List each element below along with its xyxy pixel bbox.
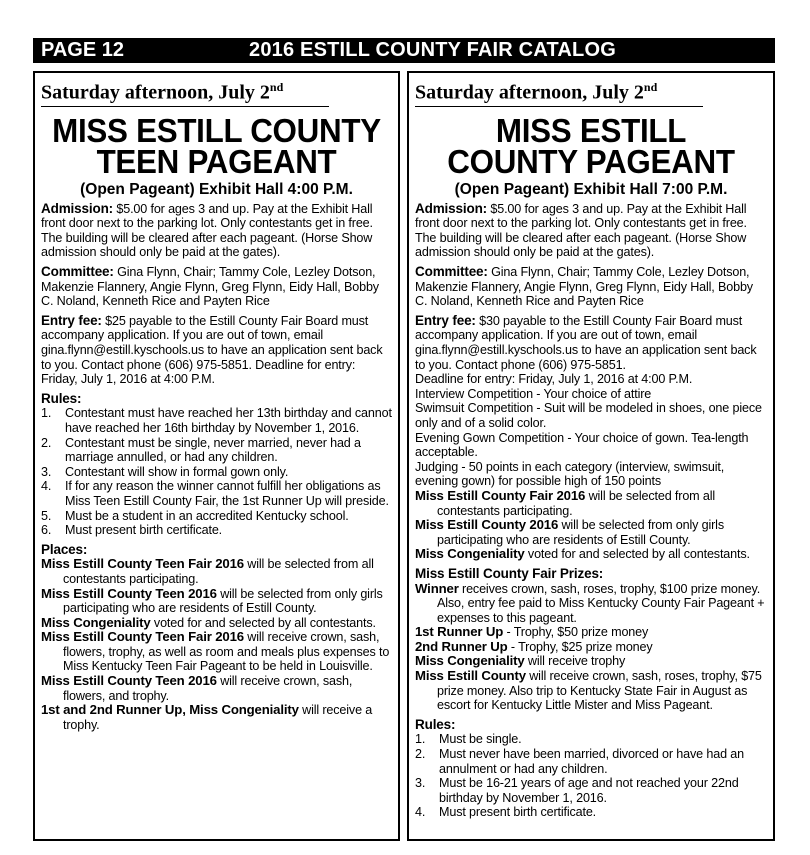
list-item: 2. Contestant must be single, never married, never had a marriage annulled, or had any children. (41, 435, 361, 465)
entry-fee-paragraph: Entry fee: $25 payable to the Estill County Fair Board must accompany application. If you are out of town, email gina.flynn@estill.kyschools.us to have an application sent back to you. Contact phone (606) 975-5851. Deadline for entry: Friday, July 1, 2016 at 4:00 P.M. (41, 312, 383, 387)
list-item: Winner receives crown, sash, roses, trophy, $100 prize money. Also, entry fee paid to Miss Kentucky County Fair Pageant + expenses to this pageant. (415, 580, 765, 625)
entry-fee-paragraph: Entry fee: $30 payable to the Estill County Fair Board must accompany application. If you are out of town, email gina.flynn@estill.kyschools.us to have an application sent back to you. Contact phone (606) 975-5851. (415, 312, 757, 372)
admission-paragraph: Admission: $5.00 for ages 3 and up. Pay at the Exhibit Hall front door next to the parking lot. Only contestants get in free. The building will be cleared after each pageant. (Horse Show admission should only be paid at the gates). (415, 200, 747, 260)
deadline-text: Deadline for entry: Friday, July 1, 2016 at 4:00 P.M. (415, 372, 693, 387)
judging-text: Judging - 50 points in each category (interview, swimsuit, evening gown) for possible high of 150 points (415, 459, 725, 489)
prizes-heading: Miss Estill County Fair Prizes: (415, 565, 604, 581)
page-number: PAGE 12 (41, 39, 124, 61)
list-item: Miss Estill County Teen Fair 2016 will be selected from all contestants participating. (41, 556, 374, 586)
list-item: 4. Must present birth certificate. (415, 805, 597, 820)
list-item: 2nd Runner Up - Trophy, $25 prize money (415, 638, 653, 654)
gown-text: Evening Gown Competition - Your choice of gown. Tea-length acceptable. (415, 430, 749, 460)
list-item: 5. Must be a student in an accredited Kentucky school. (41, 508, 349, 523)
pageant-title: MISS ESTILL COUNTY PAGEANT (447, 111, 735, 180)
list-item: Miss Congeniality voted for and selected by all contestants. (41, 614, 376, 630)
list-item: 3. Contestant will show in formal gown only. (41, 464, 289, 479)
admission-paragraph: Admission: $5.00 for ages 3 and up. Pay at the Exhibit Hall front door next to the parking lot. Only contestants get in free. The building will be cleared after each pageant. (Horse Show admission should only be paid at the gates). (41, 200, 373, 260)
interview-text: Interview Competition - Your choice of attire (415, 386, 652, 401)
committee-paragraph: Committee: Gina Flynn, Chair; Tammy Cole, Lezley Dotson, Makenzie Flannery, Angie Flynn, Greg Flynn, Eidy Hall, Bobby C. Noland, Kenneth Rice and Payten Rice (415, 264, 753, 309)
list-item: Miss Estill County Teen Fair 2016 will receive crown, sash, flowers, trophy, as well as room and meals plus expenses to Miss Kentucky Teen Fair Pageant to be held in Louisville. (41, 629, 390, 674)
list-item: 1st Runner Up - Trophy, $50 prize money (415, 624, 649, 640)
list-item: 1. Contestant must have reached her 13th birthday and cannot have reached her 16th birthday by November 1, 2016. (41, 406, 392, 435)
rules-list (41, 406, 392, 537)
date-heading: Saturday afternoon, July 2nd (415, 75, 703, 107)
rules-heading: Rules: (415, 716, 456, 732)
pageant-title: MISS ESTILL COUNTY TEEN PAGEANT (52, 111, 381, 180)
list-item: Miss Estill County will receive crown, sash, roses, trophy, $75 prize money. Also trip to Kentucky State Fair in August as escort for Kentucky Little Mister and Miss Pageant. (415, 668, 762, 713)
pageant-subtitle: (Open Pageant) Exhibit Hall 4:00 P.M. (80, 180, 353, 198)
list-item: 2. Must never have been married, divorced or have had an annulment or had any children. (415, 747, 744, 776)
county-pageant-box (407, 71, 775, 841)
teen-pageant-box (33, 71, 400, 841)
places-heading: Places: (41, 541, 88, 557)
rules-list (415, 732, 767, 820)
pageant-subtitle: (Open Pageant) Exhibit Hall 7:00 P.M. (454, 180, 728, 198)
list-item: Miss Congeniality will receive trophy (415, 653, 626, 669)
catalog-title: 2016 ESTILL COUNTY FAIR CATALOG (249, 39, 616, 61)
date-heading: Saturday afternoon, July 2nd (41, 75, 329, 107)
swimsuit-text: Swimsuit Competition - Suit will be modeled in shoes, one piece only and of a solid color. (415, 401, 762, 430)
list-item: 6. Must present birth certificate. (41, 523, 223, 538)
list-item: 1. Must be single. (415, 732, 522, 747)
list-item: Miss Estill County Teen 2016 will be selected from only girls participating who are residents of Estill County. (41, 585, 383, 616)
list-item: 1st and 2nd Runner Up, Miss Congeniality will receive a trophy. (41, 702, 373, 732)
list-item: Miss Estill County Teen 2016 will receive crown, sash, flowers, and trophy. (41, 673, 353, 703)
list-item: 3. Must be 16-21 years of age and not reached your 22nd birthday by November 1, 2016. (415, 776, 739, 805)
list-item: Miss Congeniality voted for and selected by all contestants. (415, 546, 750, 562)
rules-heading: Rules: (41, 390, 82, 406)
list-item: Miss Estill County 2016 will be selected from only girls participating who are residents of Estill County. (415, 517, 724, 547)
committee-paragraph: Committee: Gina Flynn, Chair; Tammy Cole, Lezley Dotson, Makenzie Flannery, Angie Flynn, Greg Flynn, Eidy Hall, Bobby C. Noland, Kenneth Rice and Payten Rice (41, 264, 379, 309)
page-header (33, 38, 775, 63)
list-item: Miss Estill County Fair 2016 will be selected from all contestants participating. (415, 487, 716, 518)
list-item: 4. If for any reason the winner cannot fulfill her obligations as Miss Teen Estill County Fair, the 1st Runner Up will preside. (41, 479, 389, 508)
